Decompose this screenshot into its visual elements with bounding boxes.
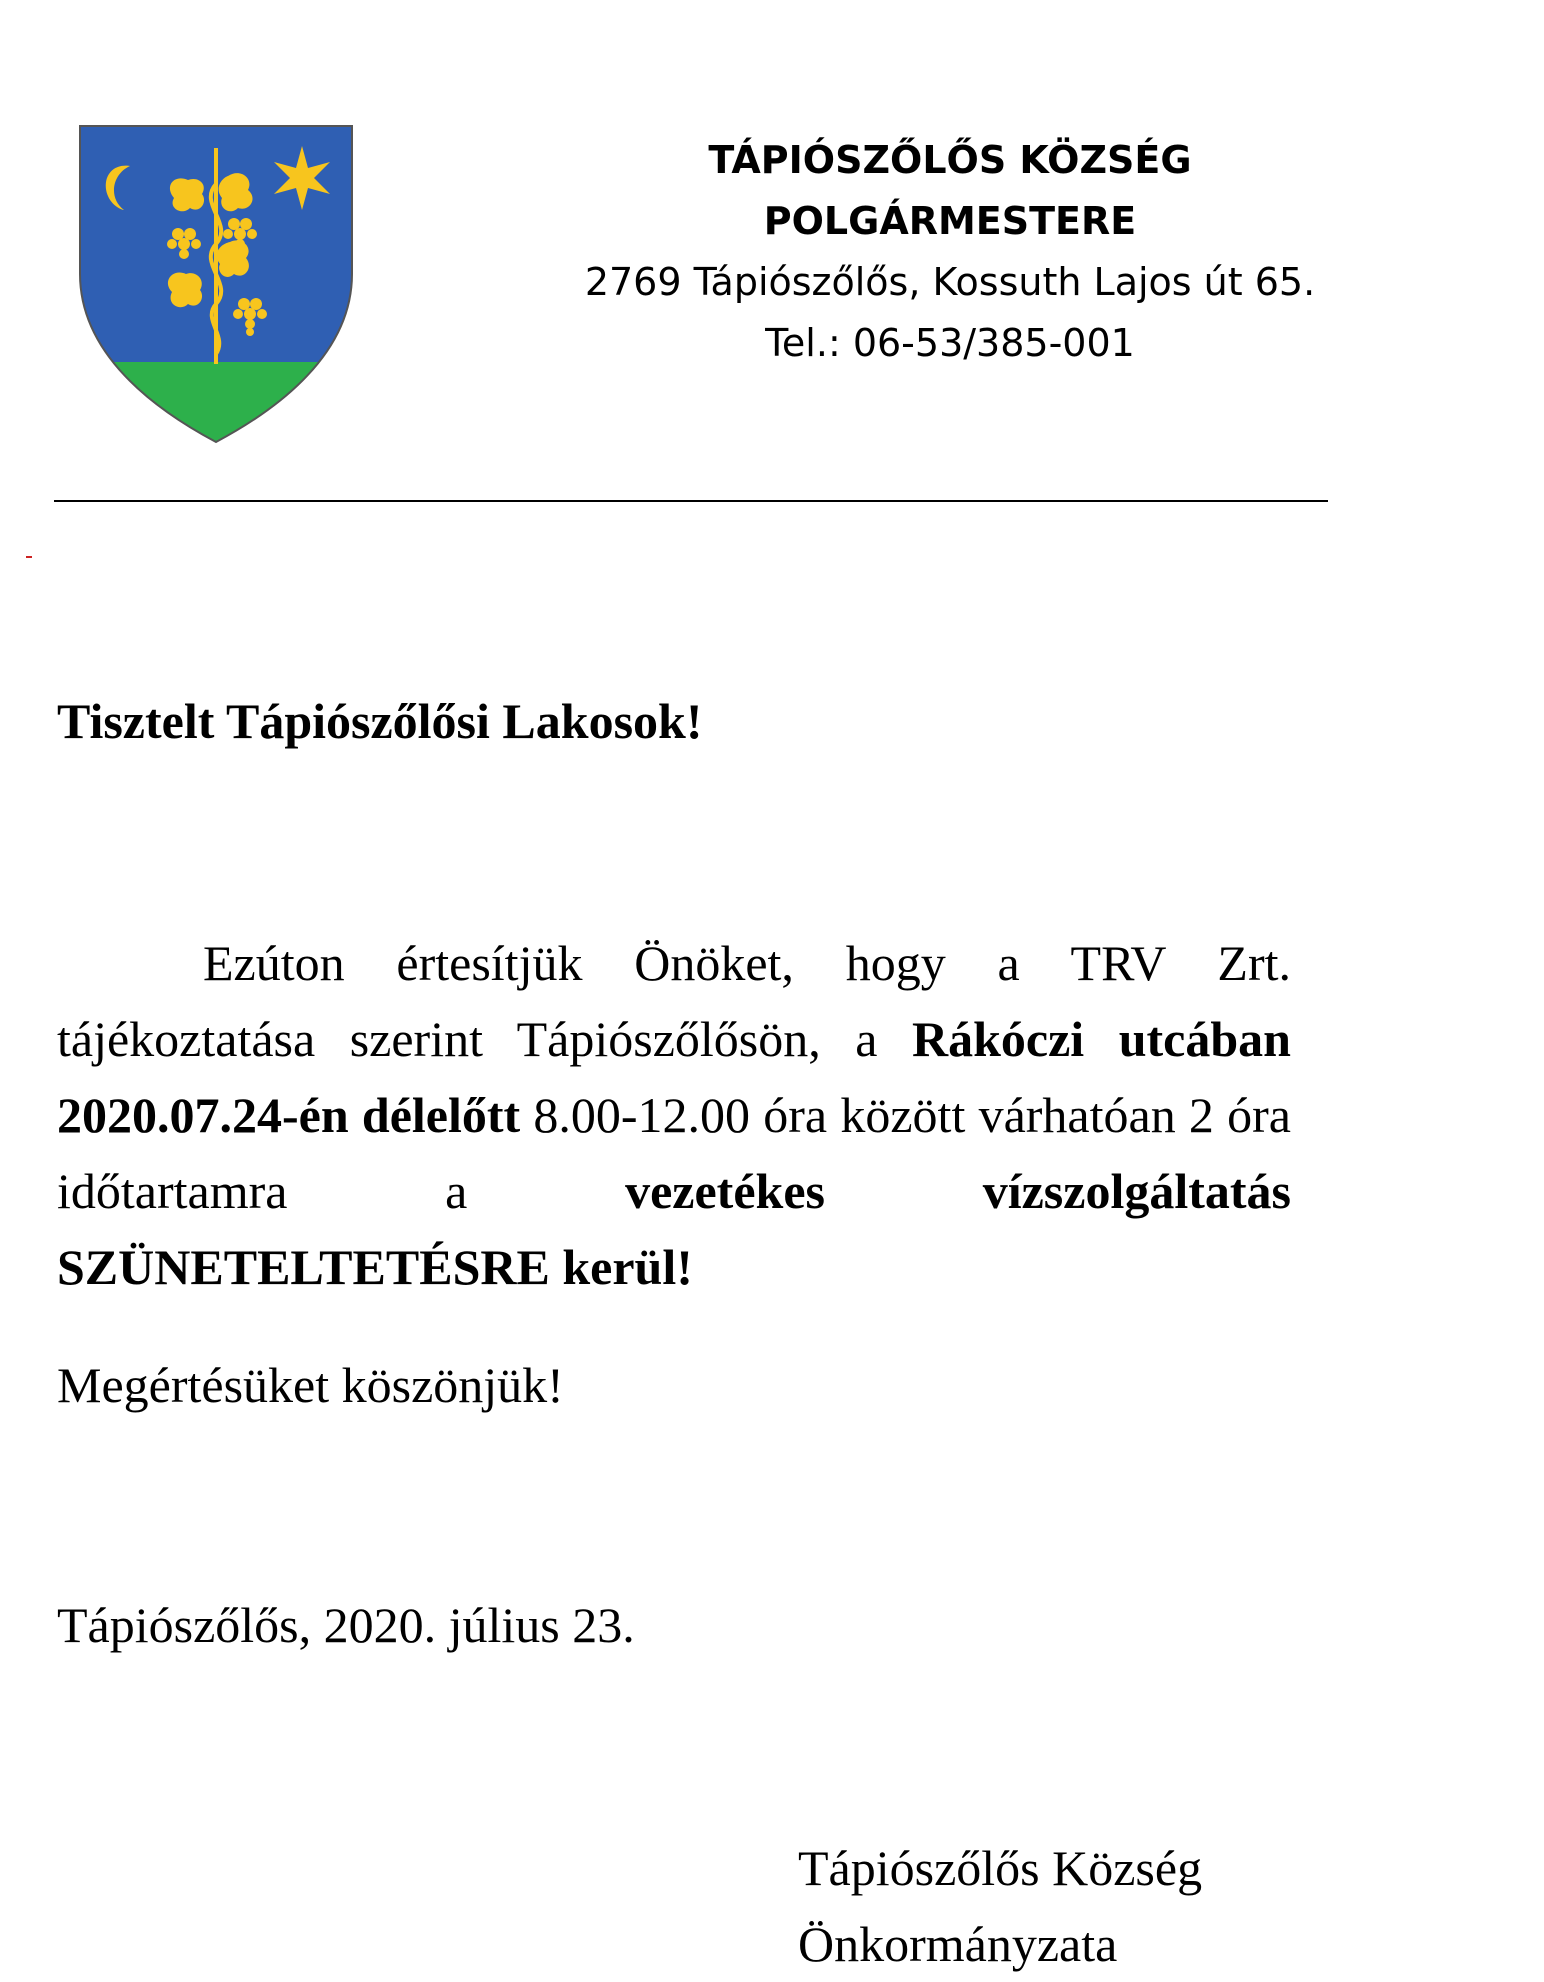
- red-mark: [26, 556, 32, 558]
- notice-body: [57, 925, 1291, 1305]
- letterhead-name-line2: POLGÁRMESTERE: [763, 199, 1137, 243]
- signature-line2: Önkormányzata: [798, 1916, 1118, 1972]
- letterhead-phone: Tel.: 06-53/385-001: [765, 321, 1135, 365]
- salutation: Tisztelt Tápiószőlősi Lakosok!: [57, 693, 703, 749]
- date-line: Tápiószőlős, 2020. július 23.: [57, 1597, 635, 1653]
- signature-line1: Tápiószőlős Község: [798, 1840, 1203, 1896]
- thanks-line: Megértésüket köszönjük!: [57, 1357, 564, 1413]
- body-text-bold1: Rákóczi utcában 2020.07.24-én délelőtt: [57, 1011, 1291, 1143]
- signature: [798, 1830, 1202, 1982]
- letterhead-address: 2769 Tápiószőlős, Kossuth Lajos út 65.: [584, 260, 1316, 304]
- header-divider: [54, 500, 1328, 502]
- body-text-part1: Ezúton értesítjük Önöket, hogy a TRV Zrt. tájékoztatása szerint Tápiószőlősön, a: [57, 935, 1291, 1067]
- letterhead-name-line1: TÁPIÓSZŐLŐS KÖZSÉG: [708, 138, 1192, 182]
- letterhead: [500, 130, 1400, 374]
- coat-of-arms-icon: [78, 124, 354, 444]
- body-text-bold2: vezetékes vízszolgáltatás SZÜNETELTETÉSRE kerül!: [57, 1163, 1291, 1295]
- body-text-part2: 8.00-12.00 óra között várhatóan 2 óra időtartamra a: [57, 1087, 1291, 1219]
